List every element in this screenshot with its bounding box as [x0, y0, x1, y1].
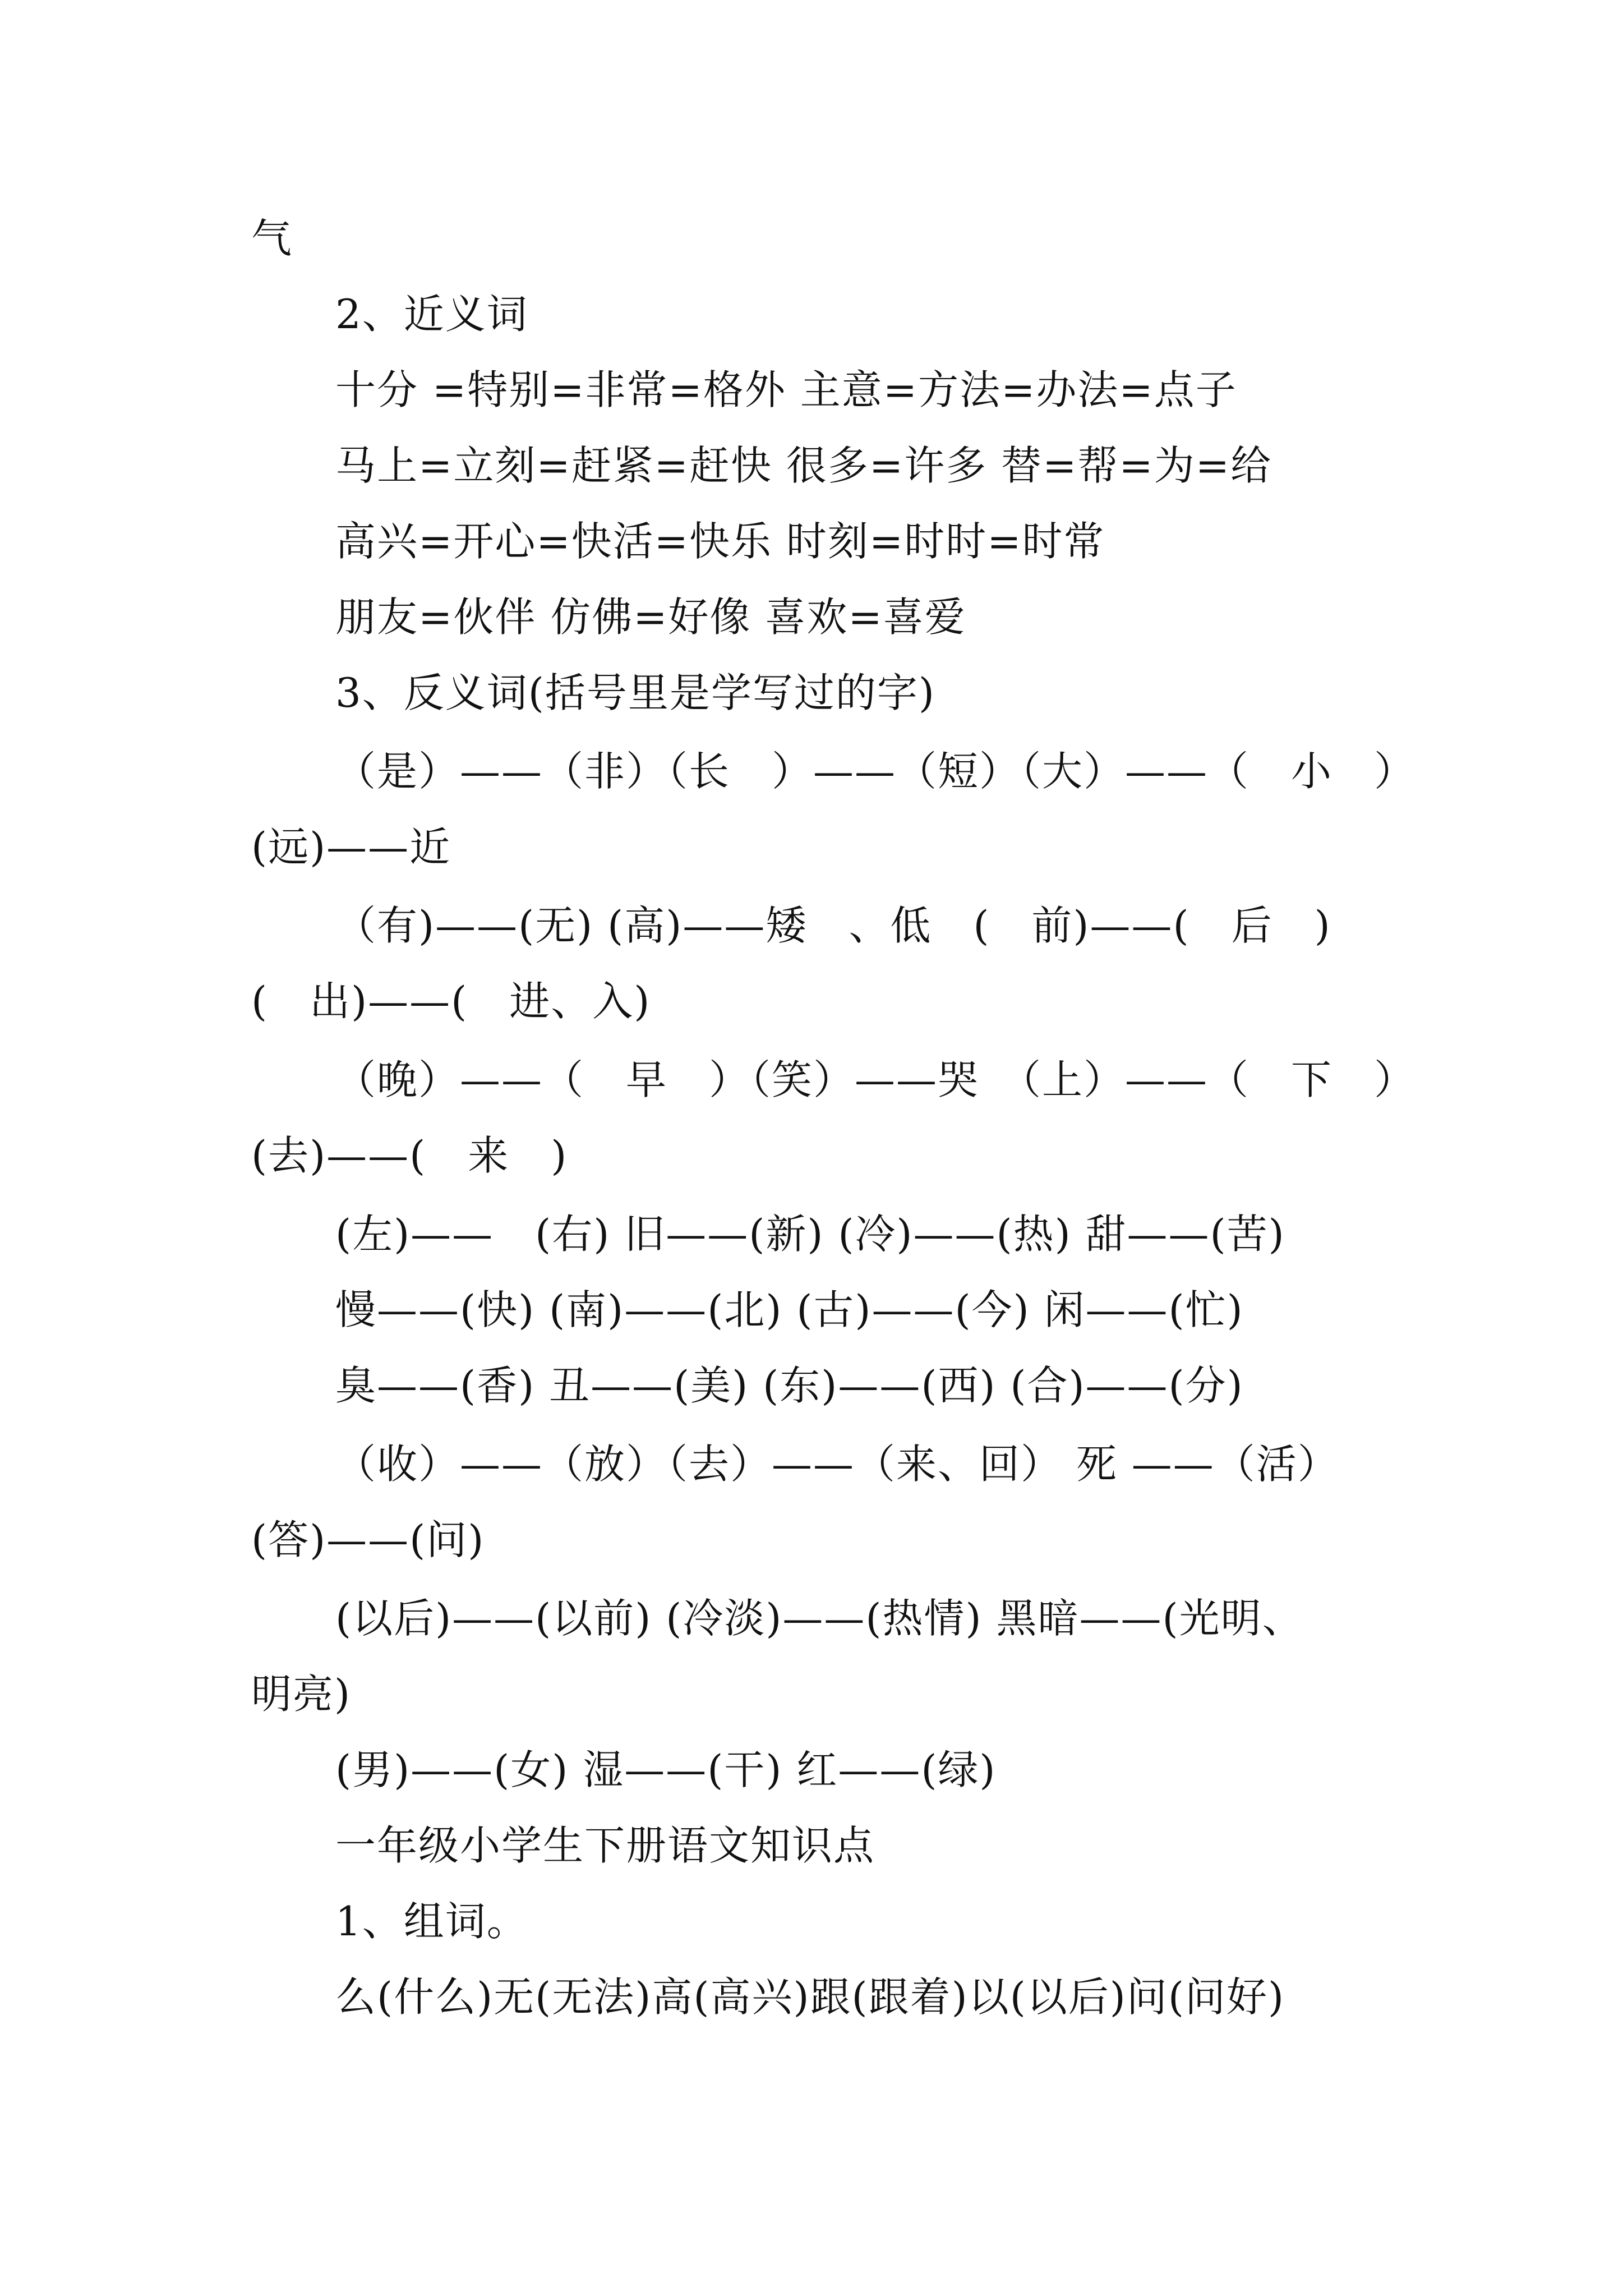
text-line: (左)—— (右) 旧——(新) (冷)——(热) 甜——(苦)	[335, 1211, 1285, 1258]
text-line-wrap: ( 出)——( 进、入)	[251, 978, 651, 1025]
text-line-wrap: (答)——(问)	[251, 1516, 485, 1563]
text-line: （是）——（非）（长 ）——（短）（大）——（ 小 ）	[335, 748, 1416, 795]
text-line: 高兴=开心=快活=快乐 时刻=时时=时常	[335, 518, 1105, 565]
text-line-wrap: (远)——近	[251, 823, 451, 871]
text-line: 朋友=伙伴 仿佛=好像 喜欢=喜爱	[335, 593, 966, 641]
text-line-wrap: 明亮)	[251, 1671, 352, 1718]
section-heading-word-groups: 1、组词。	[335, 1898, 528, 1945]
text-line-wrap: (去)——( 来 )	[251, 1132, 568, 1179]
text-line: （有)——(无) (高)——矮 、低 ( 前)——( 后 )	[335, 902, 1331, 949]
text-line: 十分 =特别=非常=格外 主意=方法=办法=点子	[335, 366, 1237, 413]
text-line: 慢——(快) (南)——(北) (古)——(今) 闲——(忙)	[335, 1286, 1244, 1333]
section-heading-antonyms: 3、反义词(括号里是学写过的字)	[335, 669, 935, 716]
text-line: （晚）——（ 早 ）（笑）——哭 （上）——（ 下 ）	[335, 1056, 1416, 1103]
section-heading-synonyms: 2、近义词	[335, 291, 528, 338]
text-line: （收）——（放）（去）——（来、回） 死 ——（活）	[335, 1441, 1339, 1488]
section-heading-grade1: 一年级小学生下册语文知识点	[335, 1822, 875, 1869]
text-line: (以后)——(以前) (冷淡)——(热情) 黑暗——(光明、	[335, 1595, 1304, 1642]
text-line: 么(什么)无(无法)高(高兴)跟(跟着)以(以后)问(问好)	[335, 1973, 1285, 2021]
text-line: 马上=立刻=赶紧=赶快 很多=许多 替=帮=为=给	[335, 442, 1272, 489]
text-line: (男)——(女) 湿——(干) 红——(绿)	[335, 1746, 997, 1793]
text-line: 臭——(香) 丑——(美) (东)——(西) (合)——(分)	[335, 1362, 1244, 1409]
text-line-continuation: 气	[251, 215, 293, 262]
